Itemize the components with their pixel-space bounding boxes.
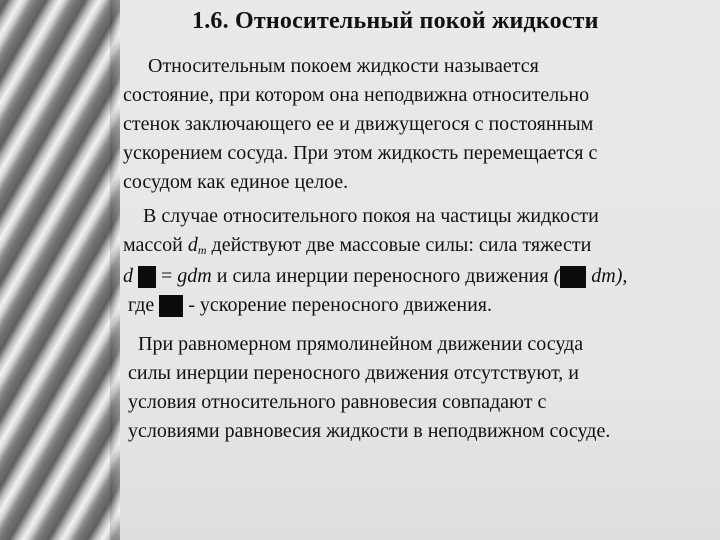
variable-subscript-m: m [197,243,207,257]
paragraph-line: силы инерции переносного движения отсутствуют, и [128,362,580,384]
equals-sign: = [156,265,178,287]
text-segment: - ускорение переносного движения. [183,294,492,316]
paragraph-definition [123,52,597,197]
paragraph-line [123,262,627,291]
slide-title: 1.6. Относительный покой жидкости [192,8,599,34]
paren-open: ( [553,265,561,287]
paragraph-line: В случае относительного покоя на частицы жидкости [123,205,599,227]
paragraph-line: условия относительного равновесия совпадают с [128,391,547,413]
paragraph-line [123,231,627,262]
paragraph-line: состояние, при котором она неподвижна относительно [123,84,590,106]
formula-dm: dm), [586,265,628,287]
variable-d: d [123,265,133,287]
paragraph-line: При равномерном прямолинейном движении сосуда [128,333,584,355]
paragraph-forces [123,202,627,320]
text-segment: действуют две массовые силы: сила тяжести [206,234,592,256]
formula-gdm: gdm [177,265,212,287]
paragraph-line: ускорением сосуда. При этом жидкость перемещается с [123,142,598,164]
redacted-formula-block [560,266,586,288]
paragraph-uniform-motion [128,330,610,446]
text-segment: и сила инерции переносного движения [211,265,554,287]
paragraph-line: стенок заключающего ее и движущегося с постоянным [123,113,594,135]
paragraph-line: условиями равновесия жидкости в неподвижном сосуде. [128,420,611,442]
paragraph-line: Относительным покоем жидкости называется [123,55,539,77]
redacted-formula-block [159,295,183,317]
decorative-left-rail [0,0,120,540]
text-segment: массой [123,234,188,256]
paragraph-line [123,291,627,320]
redacted-formula-block [138,266,156,288]
variable-d: d [187,234,198,256]
text-segment: где [123,294,160,316]
paragraph-line: сосудом как единое целое. [123,171,349,193]
